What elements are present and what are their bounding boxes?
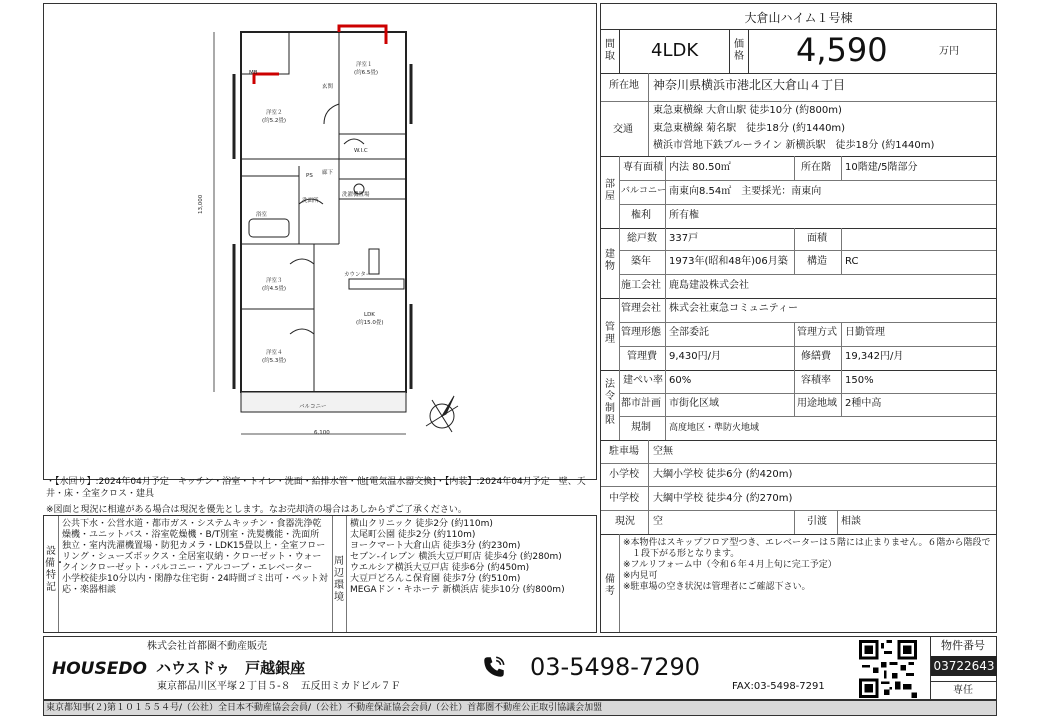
surroundings-line: MEGAドン・キホーテ 新横浜店 徒歩10分 (約800m) <box>350 585 565 595</box>
transport-label: 交通 <box>613 124 633 135</box>
shop-name: ハウスドゥ 戸越銀座 <box>156 659 306 677</box>
equipment-line: 小学校徒歩10分以内・閑静な住宅街・24時間ゴミ出可・ペット対 <box>62 574 328 584</box>
svg-text:6,100: 6,100 <box>314 430 330 436</box>
units-label: 総戸数 <box>627 233 657 244</box>
surroundings-line: 大豆戸どろんこ保育園 徒歩7分 (約510m) <box>350 574 521 584</box>
svg-text:浴室: 浴室 <box>256 212 268 218</box>
price-amount: 4,590 <box>796 31 888 69</box>
site-label: 面積 <box>807 233 827 244</box>
elementary-value: 大綱小学校 徒歩6分 (約420m) <box>653 469 793 480</box>
builder-label: 施工会社 <box>621 280 661 291</box>
equipment-label: 設備・特記 <box>45 546 65 593</box>
phone-icon <box>481 654 507 680</box>
reg-value: 高度地区・準防火地域 <box>669 423 760 433</box>
priority-note: ※図面と現況に相違がある場合は現況を優先とします。なお売却済の場合はあしからずご了承ください。 <box>46 505 467 515</box>
far-value: 150% <box>845 375 874 386</box>
area-label: 専有面積 <box>623 162 663 173</box>
reg-label: 規制 <box>631 422 651 433</box>
form-value: 全部委託 <box>669 327 709 338</box>
zone-label: 用途地域 <box>797 398 837 409</box>
coverage-value: 60% <box>669 375 692 386</box>
floorplan-frame <box>43 3 597 480</box>
built-value: 1973年(昭和48年)06月築 <box>669 256 788 267</box>
balcony-label: バルコニー <box>621 186 667 196</box>
fee-label: 管理費 <box>627 351 657 362</box>
method-value: 日勤管理 <box>845 327 885 338</box>
built-label: 築年 <box>631 256 651 267</box>
company-value: 株式会社東急コミュニティー <box>669 303 798 314</box>
zone-value: 2種中高 <box>845 398 882 409</box>
equipment-line: 公共下水・公営水道・都市ガス・システムキッチン・食器洗浄乾 <box>62 519 322 529</box>
city-label: 都市計画 <box>621 398 661 409</box>
remarks-line: ※内見可 <box>623 571 658 581</box>
spec-table <box>600 3 997 633</box>
remarks-label: 備考 <box>605 574 615 597</box>
room-label-1: 洋室１ <box>356 62 373 68</box>
license-bar <box>43 700 997 716</box>
room-label-2: 洋室２ <box>266 110 283 116</box>
floor-label: 所在階 <box>801 162 831 173</box>
seller-name: 株式会社首都圏不動産販売 <box>147 641 267 652</box>
transport-line: 横浜市営地下鉄ブルーライン 新横浜駅 徒歩18分 (約1440m) <box>653 140 935 151</box>
property-title: 大倉山ハイム１号棟 <box>744 11 853 25</box>
elementary-label: 小学校 <box>609 469 639 480</box>
management-section-label: 管理 <box>605 322 615 345</box>
phone-number[interactable]: 03-5498-7290 <box>530 653 701 681</box>
parking-value: 空無 <box>653 446 673 457</box>
svg-text:(約6.5畳): (約6.5畳) <box>354 70 379 76</box>
svg-text:PS: PS <box>306 173 313 179</box>
madori-value: 4LDK <box>651 40 699 61</box>
surroundings-line: 横山クリニック 徒歩2分 (約110m) <box>350 519 493 529</box>
property-id: 03722643 <box>931 656 997 676</box>
fee-value: 9,430円/月 <box>669 351 721 362</box>
rights-value: 所有権 <box>669 210 699 221</box>
floorplan-drawing <box>44 4 596 479</box>
repair-value: 19,342円/月 <box>845 351 904 362</box>
junior-label: 中学校 <box>609 493 639 504</box>
equipment-line: 独立・室内洗濯機置場・防犯カメラ・LDK15畳以上・全室フロー <box>62 541 326 551</box>
units-value: 337戸 <box>669 233 699 244</box>
building-section-label: 建物 <box>605 249 615 272</box>
surroundings-line: セブン-イレブン 横浜大豆戸町店 徒歩4分 (約280m) <box>350 552 562 562</box>
structure-value: RC <box>845 256 859 267</box>
city-value: 市街化区域 <box>669 398 719 409</box>
fax-number: FAX:03-5498-7291 <box>732 681 825 692</box>
remarks-line: ※フルリフォーム中（令和６年４月上旬に完工予定） <box>623 560 837 570</box>
transport-line: 東急東横線 大倉山駅 徒歩10分 (約800m) <box>653 105 842 116</box>
remarks-line: ※本物件はスキップフロア型つき、エレベーターは５階には止まりません。６階から階段で <box>623 538 991 548</box>
room-label-ldk: LDK <box>364 312 375 318</box>
builder-value: 鹿島建設株式会社 <box>669 280 749 291</box>
status-value: 空 <box>653 516 663 527</box>
room-label-4: 洋室４ <box>266 350 283 356</box>
surroundings-line: 太尾町公園 徒歩2分 (約110m) <box>350 530 476 540</box>
svg-text:W.I.C: W.I.C <box>354 148 368 154</box>
price-unit: 万円 <box>939 46 959 57</box>
form-label: 管理形態 <box>621 327 661 338</box>
surroundings-line: ヨークマート大倉山店 徒歩3分 (約230m) <box>350 541 521 551</box>
svg-text:洗面所: 洗面所 <box>302 198 319 204</box>
svg-text:13,000: 13,000 <box>198 194 204 214</box>
location-label: 所在地 <box>609 80 639 91</box>
svg-text:(約5.3畳): (約5.3畳) <box>262 358 287 364</box>
rights-label: 権利 <box>631 210 651 221</box>
equipment-line: リング・シューズボックス・全居室収納・クローゼット・ウォー <box>62 552 322 562</box>
brand-logo: HOUSEDO <box>52 659 147 679</box>
reform-note-2: 井・床・全室クロス・建具 <box>46 489 155 499</box>
surroundings-line: ウエルシア横浜大豆戸店 徒歩6分 (約450m) <box>350 563 530 573</box>
svg-text:廊下: 廊下 <box>322 170 334 176</box>
property-id-label: 物件番号 <box>941 639 985 652</box>
svg-text:玄関: 玄関 <box>322 84 334 90</box>
transport-line: 東急東横線 菊名駅 徒歩18分 (約1440m) <box>653 123 846 134</box>
company-label: 管理会社 <box>621 303 661 314</box>
svg-text:(約4.5畳): (約4.5畳) <box>262 286 287 292</box>
reform-note-1: ・【水回り】:2024年04月予定 キッチン・浴室・トイレ・洗面・給排水管・他[電気温水器交換]・【内装】:2024年04月予定 壁、天 <box>46 477 586 487</box>
far-label: 容積率 <box>801 375 831 386</box>
handover-value: 相談 <box>841 516 861 527</box>
equipment-line: 応・楽器相談 <box>62 585 117 595</box>
compass-rose <box>426 396 458 432</box>
svg-text:カウンター: カウンター <box>344 272 372 278</box>
repair-label: 修繕費 <box>801 351 831 362</box>
equipment-box <box>43 515 597 633</box>
area-value: 内法 80.50㎡ <box>669 162 731 173</box>
remarks-line: ※駐車場の空き状況は管理者にご確認下さい。 <box>623 582 811 592</box>
shop-address: 東京都品川区平塚２丁目５-８ 五反田ミカドビル７Ｆ <box>157 681 401 692</box>
room-label-3: 洋室３ <box>266 278 283 284</box>
junior-value: 大綱中学校 徒歩4分 (約270m) <box>653 493 793 504</box>
surroundings-label: 周辺環境 <box>334 556 344 603</box>
qr-code[interactable] <box>859 640 917 698</box>
svg-text:洗濯機置場: 洗濯機置場 <box>342 192 370 198</box>
coverage-label: 建ぺい率 <box>623 375 663 386</box>
law-section-label: 法令制限 <box>605 379 615 426</box>
status-label: 現況 <box>615 516 635 527</box>
svg-text:(約5.2畳): (約5.2畳) <box>262 118 287 124</box>
balcony-value: 南東向8.54㎡ 主要採光：南東向 <box>669 186 822 197</box>
method-label: 管理方式 <box>797 327 837 338</box>
svg-text:MB: MB <box>249 70 258 76</box>
svg-text:(約15.0畳): (約15.0畳) <box>356 320 384 326</box>
kakaku-label: 価格 <box>734 39 744 62</box>
footer <box>43 636 997 700</box>
equipment-line: 燥機・ユニットバス・浴室乾燥機・B/T別室・洗髪機能・洗面所 <box>62 530 320 540</box>
floor-value: 10階建/5階部分 <box>845 162 918 173</box>
agent-type: 専任 <box>953 685 973 696</box>
location-value: 神奈川県横浜市港北区大倉山４丁目 <box>653 78 846 92</box>
madori-label: 間取 <box>605 39 615 62</box>
parking-label: 駐車場 <box>609 446 639 457</box>
structure-label: 構造 <box>807 256 827 267</box>
equipment-line: クインクローゼット・バルコニー・アルコーブ・エレベーター <box>62 563 313 573</box>
remarks-line: １段下がる形となります。 <box>623 549 740 559</box>
svg-text:バルコニー: バルコニー <box>299 404 327 410</box>
handover-label: 引渡 <box>807 516 827 527</box>
room-section-label: 部屋 <box>605 179 615 202</box>
license-text: 東京都知事(２)第１０１５５４号/（公社）全日本不動産協会会員/（公社）不動産保証協会会員/（公社）首都圏不動産公正取引協議会加盟 <box>46 703 603 713</box>
